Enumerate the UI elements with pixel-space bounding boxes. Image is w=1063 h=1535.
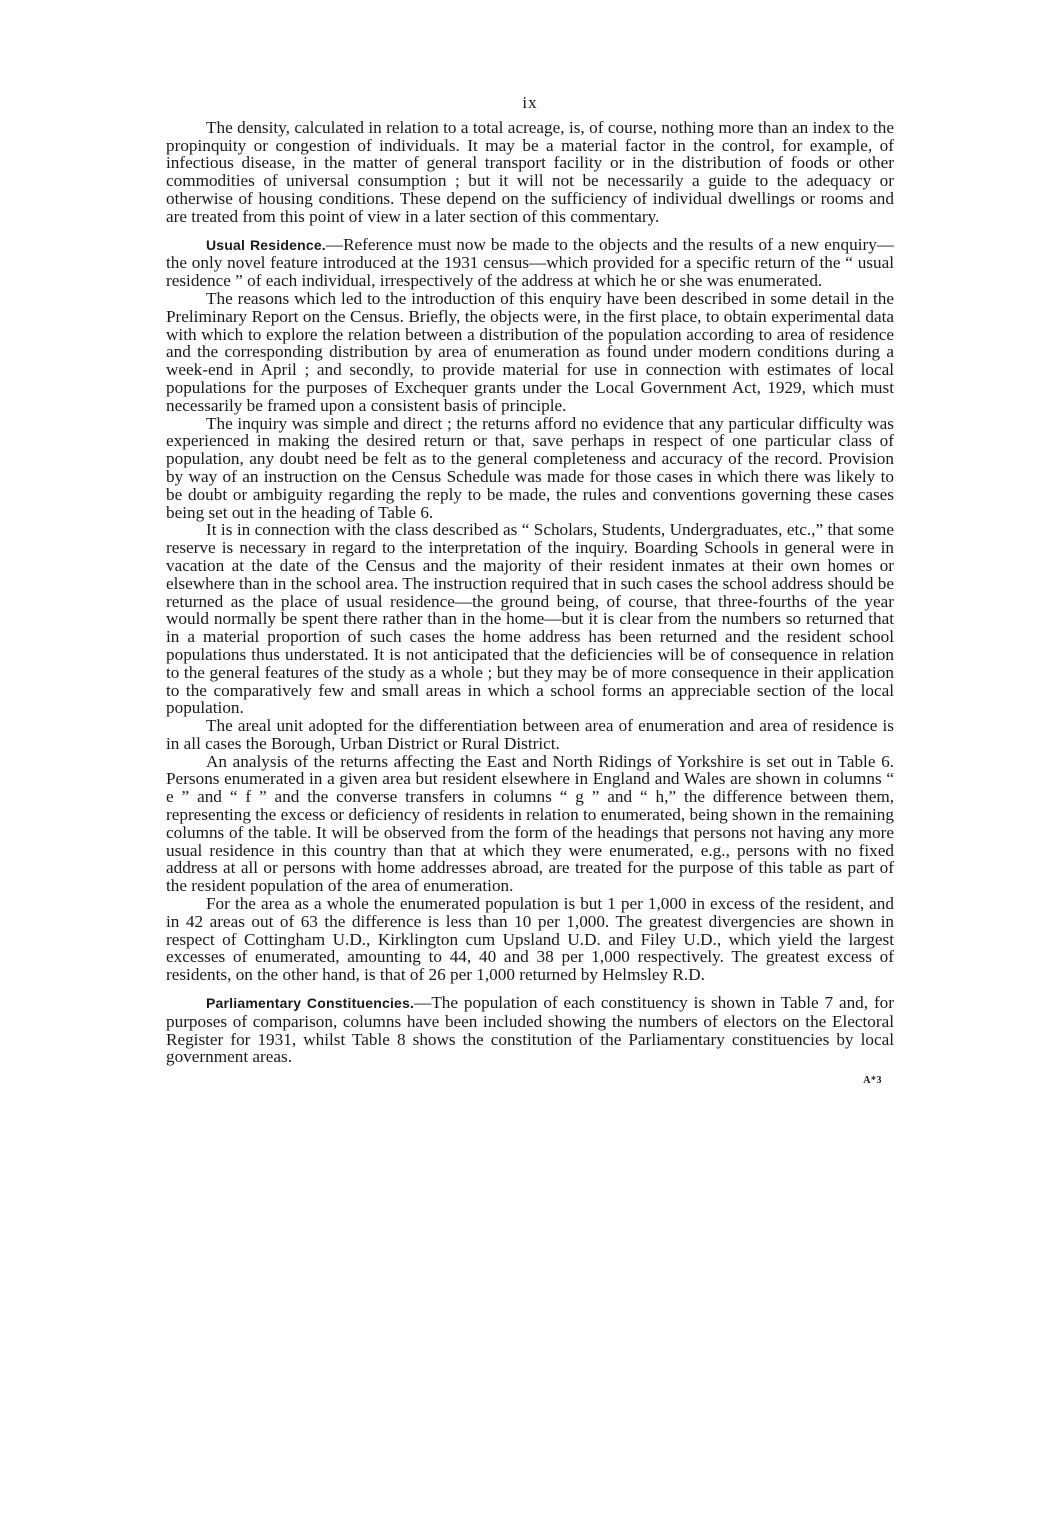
signature-mark: A*3 [863, 1075, 882, 1087]
paragraph-parliamentary [166, 994, 894, 1066]
paragraph-parliamentary-text: —The population of each constituency is shown in Table 7 and, for purposes of comparison, columns have been included showing the numbers of electors on the Electoral Register for 1931, whilst Table 8 shows the constitution of the Parliamentary constituencies by local government areas. [166, 993, 894, 1067]
page-number: ix [522, 93, 538, 112]
section-heading-usual-residence: Usual Residence. [206, 236, 326, 253]
paragraph-analysis: An analysis of the returns affecting the East and North Ridings of Yorkshire is set out in Table 6. Persons enumerated in a given area but resident elsewhere in England and Wales are shown in columns “ e ” and “ f ” and the converse transfers in columns “ g ” and “ h,” the difference between them, representing the excess or deficiency of residents in relation to enumerated, being shown in the remaining columns of the table. It will be observed from the form of the headings that persons not having any more usual residence in this country than that at which they were enumerated, e.g., persons with no fixed address at all or persons with home addresses abroad, are treated for the purpose of this table as part of the resident population of the area of enumeration. [166, 751, 894, 896]
paragraph-usual-residence [166, 236, 894, 290]
document-page [166, 94, 894, 1090]
paragraph-scholars: It is in connection with the class described as “ Scholars, Students, Undergraduates, etc.,” that some reserve is necessary in regard to the interpretation of the inquiry. Boarding Schools in general were in vacation at the date of the Census and the majority of their resident inmates at their own homes or elsewhere than in the school area. The instruction required that in such cases the school address should be returned as the place of usual residence—the ground being, of course, that three-fourths of the year would normally be spent there rather than in the home—but it is clear from the numbers so returned that in a material proportion of such cases the home address has been returned and the resident school populations thus understated. It is not anticipated that the deficiencies will be of consequence in relation to the general features of the study as a whole ; but they may be of more consequence in their application to the comparatively few and small areas in which a school forms an appreciable section of the local population. [166, 520, 894, 718]
paragraph-usual-residence-text: —Reference must now be made to the objects and the results of a new enquiry—the only novel feature introduced at the 1931 census—which provided for a specific return of the “ usual residence ” of each individual, irrespectively of the address at which he or she was enumerated. [166, 234, 894, 291]
section-heading-parliamentary: Parliamentary Constituencies. [206, 995, 415, 1012]
paragraph-inquiry: The inquiry was simple and direct ; the returns afford no evidence that any particular difficulty was experienced in making the desired return or that, save perhaps in respect of one particular class of population, any doubt need be felt as to the general completeness and accuracy of the record. Provision by way of an instruction on the Census Schedule was made for those cases in which there was likely to be doubt or ambiguity regarding the reply to be made, the rules and conventions governing these cases being set out in the heading of Table 6. [166, 413, 894, 522]
paragraph-reasons: The reasons which led to the introduction of this enquiry have been described in some detail in the Preliminary Report on the Census. Briefly, the objects were, in the first place, to obtain experimental data with which to explore the relation between a distribution of the population according to area of residence and the corresponding distribution by area of enumeration as found under modern conditions during a week-end in April ; and secondly, to provide material for use in connection with estimates of local populations for the purposes of Exchequer grants under the Local Government Act, 1929, which must necessarily be framed upon a consistent basis of principle. [166, 288, 894, 415]
paragraph-area-whole: For the area as a whole the enumerated population is but 1 per 1,000 in excess of the resident, and in 42 areas out of 63 the difference is less than 10 per 1,000. The greatest divergencies are shown in respect of Cottingham U.D., Kirklington cum Upsland U.D. and Filey U.D., which yield the largest excesses of enumerated, amounting to 44, 40 and 38 per 1,000 respectively. The greatest excess of residents, on the other hand, is that of 26 per 1,000 returned by Helmsley R.D. [166, 894, 894, 985]
paragraph-density: The density, calculated in relation to a total acreage, is, of course, nothing more than an index to the propinquity or congestion of individuals. It may be a material factor in the control, for example, of infectious disease, in the matter of general transport facility or in the distribution of foods or other commodities of universal consumption ; but it will not be necessarily a guide to the adequacy or otherwise of housing conditions. These depend on the sufficiency of individual dwellings or rooms and are treated from this point of view in a later section of this commentary. [166, 117, 894, 226]
paragraph-areal-unit: The areal unit adopted for the differentiation between area of enumeration and area of residence is in all cases the Borough, Urban District or Rural District. [166, 716, 894, 753]
